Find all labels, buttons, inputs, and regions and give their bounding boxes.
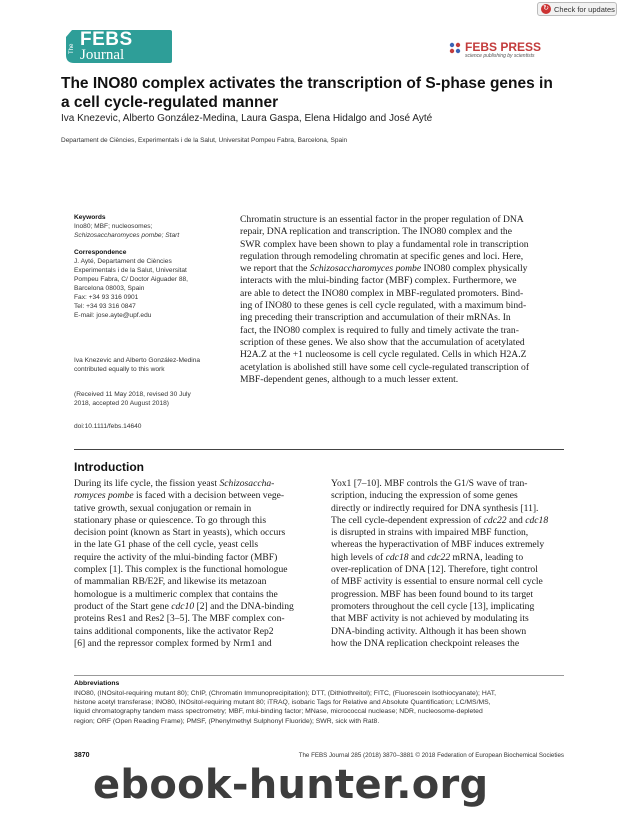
contribution-note <box>74 356 234 374</box>
article-authors: Iva Knezevic, Alberto González-Medina, Laura Gaspa, Elena Hidalgo and José Ayté <box>61 113 433 124</box>
contribution-line: Iva Knezevic and Alberto González-Medina <box>74 357 201 364</box>
abbreviations-heading: Abbreviations <box>74 680 120 687</box>
intro-line: decision point (known as Start in yeasts), which occurs <box>74 527 286 539</box>
journal-logo-the: The <box>69 43 75 54</box>
correspondence-line: Tel: +34 93 316 0847 <box>74 303 136 310</box>
abstract-line: we report that the Schizosaccharomyces pombe INO80 complex physically <box>240 263 528 275</box>
publisher-logo <box>448 40 563 62</box>
publisher-name: FEBS PRESS <box>465 40 542 54</box>
abstract-line: repair, DNA replication and transcription. The INO80 complex and the <box>240 226 512 238</box>
abstract-line: scription of these genes. We also show that the accumulation of acetylated <box>240 336 525 348</box>
intro-line: romyces pombe is faced with a decision between vege- <box>74 490 285 502</box>
article-affiliation: Departament de Ciències, Experimentals i de la Salut, Universitat Pompeu Fabra, Barcelona, Spain <box>61 137 348 144</box>
correspondence-email[interactable]: E-mail: jose.ayte@upf.edu <box>74 312 152 319</box>
abstract-line: are able to detect the INO80 complex in MBF-regulated promoters. Bind- <box>240 287 524 299</box>
abstract-line: SWR complex have been shown to play a fundamental role in transcription <box>240 238 529 250</box>
received-line: 2018, accepted 20 August 2018) <box>74 400 169 407</box>
intro-line: homologue is a multimeric complex that contains the <box>74 588 278 600</box>
intro-line: During its life cycle, the fission yeast Schizosaccha- <box>74 478 275 489</box>
abbreviations-line: histone acetyl transferase; INO80, INOsitol-requiring mutant 80; iTRAQ, isobaric Tags for Relative and Absolute Quantification; LC/MS/MS, <box>74 699 491 707</box>
intro-line: directly or indirectly required for DNA synthesis [11]. <box>331 502 539 514</box>
intro-line: stationary phase or quiescence. To go through this <box>74 514 267 526</box>
correspondence-line: Experimentals i de la Salut, Universitat <box>74 267 187 274</box>
introduction-heading: Introduction <box>74 460 144 474</box>
abbreviations-text <box>74 689 564 726</box>
intro-line: progression. MBF has been found bound to its target <box>331 588 534 600</box>
intro-line: tains additional components, like the activator Rep2 <box>74 625 274 637</box>
intro-line: tative growth, sexual conjugation or remain in <box>74 502 252 514</box>
abstract-line: ing preceding their transcription and accumulation of their mRNAs. In <box>240 312 511 324</box>
refresh-icon: ↻ <box>541 4 551 14</box>
intro-line: product of the Start gene cdc10 [2] and the DNA-binding <box>74 600 294 612</box>
intro-line: The cell cycle-dependent expression of cdc22 and cdc18 <box>331 514 549 526</box>
intro-line: promoters throughout the cell cycle [13], implicating <box>331 600 535 612</box>
correspondence-line: J. Ayté, Departament de Ciències <box>74 258 172 265</box>
correspondence-line: Barcelona 08003, Spain <box>74 285 145 292</box>
received-dates <box>74 390 234 408</box>
intro-left-column <box>74 478 307 650</box>
correspondence-heading: Correspondence <box>74 249 127 256</box>
intro-line: Yox1 [7–10]. MBF controls the G1/S wave of tran- <box>331 478 528 489</box>
intro-line: how the DNA replication checkpoint releases the <box>331 637 520 649</box>
doi-link[interactable]: doi:10.1111/febs.14640 <box>74 423 142 430</box>
intro-line: DNA-binding activity. Although it has been shown <box>331 625 527 637</box>
journal-citation: The FEBS Journal 285 (2018) 3870–3881 © 2018 Federation of European Biochemical Societies <box>298 752 564 759</box>
intro-line: of mammalian RB/E2F, and likewise its metazoan <box>74 576 267 588</box>
keywords-block <box>74 213 234 240</box>
check-for-updates-label: Check for updates <box>554 4 615 14</box>
contribution-line: contributed equally to this work <box>74 366 165 373</box>
publisher-dots-icon <box>448 41 462 55</box>
keywords-heading: Keywords <box>74 214 106 221</box>
correspondence-line: Pompeu Fabra, C/ Doctor Aiguader 88, <box>74 276 188 283</box>
keywords-line: Schizosaccharomyces pombe; Start <box>74 232 180 239</box>
intro-line: is disrupted in strains with impaired MBF function, <box>331 527 529 539</box>
intro-line: in the late G1 phase of the cell cycle, yeast cells <box>74 539 259 551</box>
abstract-line: fact, the INO80 complex is required to fully and timely activate the tran- <box>240 324 519 336</box>
intro-line: high levels of cdc18 and cdc22 mRNA, leading to <box>331 551 524 563</box>
abstract-line: MBF-dependent genes, although to a much lesser extent. <box>240 373 459 385</box>
section-divider <box>74 449 564 450</box>
abstract-line: interacts with the mlui-binding factor (MBF) complex. Furthermore, we <box>240 275 517 287</box>
article-title: The INO80 complex activates the transcription of S-phase genes in a cell cycle-regulated manner <box>61 75 553 111</box>
intro-line: [6] and the repressor complex formed by Nrm1 and <box>74 637 272 649</box>
abstract-line: regulation through remodeling chromatin at specific genes and loci. Here, <box>240 250 524 262</box>
page-number: 3870 <box>74 752 90 759</box>
abstract <box>240 214 563 386</box>
journal-logo-febs: FEBS <box>80 29 133 50</box>
received-line: (Received 11 May 2018, revised 30 July <box>74 391 191 398</box>
journal-logo-journal: Journal <box>80 47 125 63</box>
intro-right-column <box>331 478 564 650</box>
intro-line: of MBF activity is essential to ensure normal cell cycle <box>331 576 543 588</box>
intro-line: complex [1]. This complex is the functional homologue <box>74 564 288 576</box>
abbreviations-line: liquid chromatography tandem mass spectrometry; MBF, mlui-binding factor; MNase, micrococcal nuclease; NDR, nucleosome-depleted <box>74 708 483 716</box>
journal-logo <box>62 27 174 65</box>
correspondence-line: Fax: +34 93 316 0901 <box>74 294 139 301</box>
abbreviations-divider <box>74 675 564 676</box>
keywords-line: Ino80; MBF; nucleosomes; <box>74 223 153 230</box>
abstract-line: H2A.Z at the +1 nucleosome is cell cycle regulated. Cells in which H2A.Z <box>240 349 527 361</box>
intro-line: require the activity of the mlui-binding factor (MBF) <box>74 551 278 563</box>
intro-line: that MBF activity is not achieved by modulating its <box>331 613 529 625</box>
abstract-line: acetylation is abolished still have some cell cycle-regulated transcription of <box>240 361 530 373</box>
abbreviations-line: INO80, (INOsitol-requiring mutant 80); ChIP, (Chromatin Immunoprecipitation); DTT, (Dithiothreitol); FITC, (Fluorescein Isothiocyanate); HAT, <box>74 690 497 697</box>
intro-line: proteins Res1 and Res2 [3–5]. The MBF complex con- <box>74 613 285 625</box>
watermark: ebook-hunter.org <box>93 762 489 808</box>
intro-line: over-replication of DNA [12]. Therefore, tight control <box>331 564 538 576</box>
correspondence-block <box>74 248 234 320</box>
intro-line: whereas the hyperactivation of MBF induces extremely <box>331 539 545 551</box>
abstract-line: Chromatin structure is an essential factor in the proper regulation of DNA <box>240 214 524 225</box>
abstract-line: ing of INO80 to these genes is cell cycle regulated, with a maximum bind- <box>240 300 527 312</box>
publisher-tagline: science publishing by scientists <box>465 53 535 59</box>
intro-line: scription, inducing the expression of some genes <box>331 490 518 502</box>
abbreviations-line: region; ORF (Open Reading Frame); PMSF, (Phenylmethyl Sulphonyl Fluoride); SWR, sick with Rat8. <box>74 717 380 725</box>
check-for-updates-button[interactable] <box>537 2 617 16</box>
